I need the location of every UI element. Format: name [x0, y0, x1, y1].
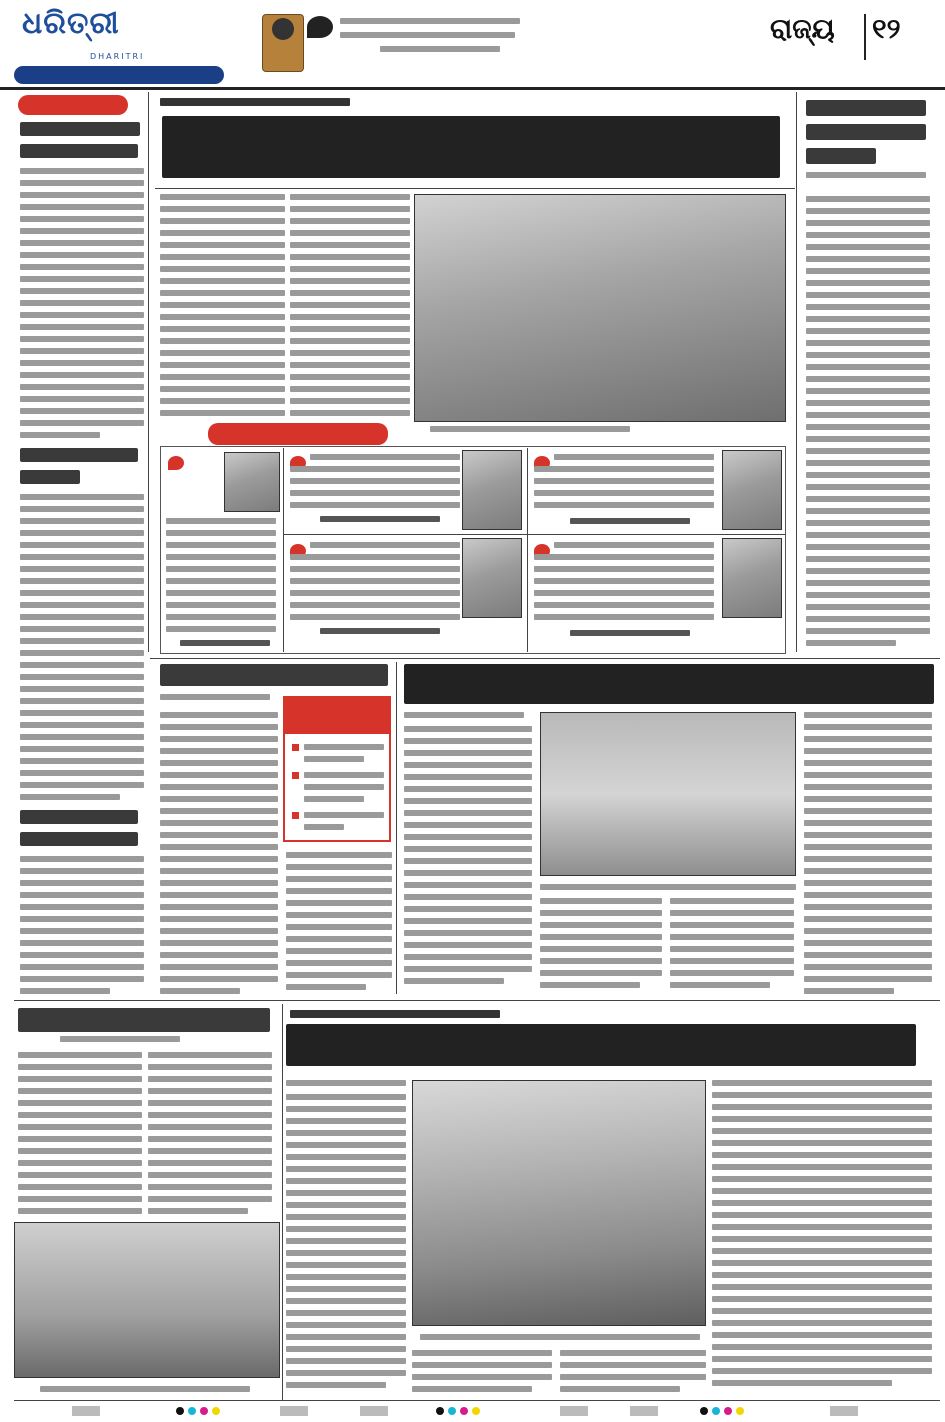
speaker-photo-2 [462, 450, 522, 530]
column-rule [282, 1004, 283, 1400]
dateline-bar [14, 66, 224, 84]
market-stalls-caption [540, 884, 796, 890]
competition-kicker [290, 1010, 500, 1018]
quote-icon [168, 456, 184, 470]
left-story-3-headline [20, 832, 138, 846]
masthead-quote-line [340, 18, 520, 24]
registration-dot [724, 1407, 732, 1415]
tourism-box-point [304, 772, 384, 778]
workshop-photo-caption [40, 1386, 250, 1392]
newspaper-logo: ଧରିତ୍ରୀ [22, 6, 120, 41]
registration-bar [280, 1406, 308, 1416]
registration-dot [176, 1407, 184, 1415]
speaker-photo-5 [722, 538, 782, 618]
brief-news-banner [18, 95, 128, 115]
registration-bar [630, 1406, 658, 1416]
main-headline [162, 116, 780, 178]
logo-subtitle: DHARITRI [90, 52, 145, 61]
left-story-1-headline [20, 122, 140, 136]
column-rule [148, 92, 149, 652]
speaker-photo-4 [722, 450, 782, 530]
section-rule [14, 1000, 940, 1001]
nuakhai-headline [404, 664, 934, 704]
quotes-divider [527, 448, 528, 652]
registration-dot [712, 1407, 720, 1415]
registration-bar [830, 1406, 858, 1416]
right-story-headline [806, 124, 926, 140]
tourism-box-point [304, 796, 364, 802]
left-story-1-headline [20, 144, 138, 158]
students-photo-caption [420, 1334, 700, 1340]
page-number: ୧୨ [872, 12, 901, 45]
page-number-divider [864, 14, 866, 60]
students-photo [412, 1080, 706, 1326]
tourism-box-point [304, 812, 384, 818]
competition-dateline [286, 1080, 406, 1086]
right-story-headline [806, 100, 926, 116]
left-story-3-headline [20, 810, 138, 824]
registration-dot [700, 1407, 708, 1415]
headline-rule [155, 188, 795, 189]
market-photo [414, 194, 786, 422]
page-section-label: ରାଜ୍ୟ [770, 12, 835, 45]
market-photo-caption [430, 426, 630, 432]
tourism-headline [160, 664, 388, 686]
registration-bar [360, 1406, 388, 1416]
registration-dot [736, 1407, 744, 1415]
tourism-box-point [304, 744, 384, 750]
speaker-photo-3 [462, 538, 522, 618]
quotes-banner [208, 423, 388, 445]
column-rule [796, 92, 797, 652]
registration-dot [200, 1407, 208, 1415]
tourism-box-header [285, 698, 389, 734]
bullet-icon [292, 772, 299, 779]
registration-dot [436, 1407, 444, 1415]
registration-bar [72, 1406, 100, 1416]
registration-bar [560, 1406, 588, 1416]
workshop-photo [14, 1222, 280, 1378]
quotes-divider [283, 448, 284, 652]
registration-dot [188, 1407, 196, 1415]
masthead-quote-line [380, 46, 500, 52]
left-story-2-headline [20, 470, 80, 484]
masthead-quote-line [340, 32, 515, 38]
registration-dot [448, 1407, 456, 1415]
nuakhai-dateline [404, 712, 524, 718]
quotes-divider [283, 534, 785, 535]
main-kicker [160, 98, 350, 106]
left-story-2-headline [20, 448, 138, 462]
quote-icon [307, 16, 333, 38]
registration-dot [472, 1407, 480, 1415]
bullet-icon [292, 812, 299, 819]
tourism-dateline [160, 694, 270, 700]
tourism-box-point [304, 756, 364, 762]
column-rule [396, 662, 397, 994]
section-rule [150, 658, 940, 659]
registration-dot [460, 1407, 468, 1415]
workshop-dateline [60, 1036, 180, 1042]
right-story-headline [806, 148, 876, 164]
registration-dot [212, 1407, 220, 1415]
tourism-box-point [304, 784, 384, 790]
tourism-box-point [304, 824, 344, 830]
footer-rule [14, 1400, 940, 1401]
workshop-headline [18, 1008, 270, 1032]
speaker-photo-1 [224, 452, 280, 512]
bullet-icon [292, 744, 299, 751]
competition-headline [286, 1024, 916, 1066]
portrait-head-icon [272, 18, 294, 40]
market-stalls-photo [540, 712, 796, 876]
